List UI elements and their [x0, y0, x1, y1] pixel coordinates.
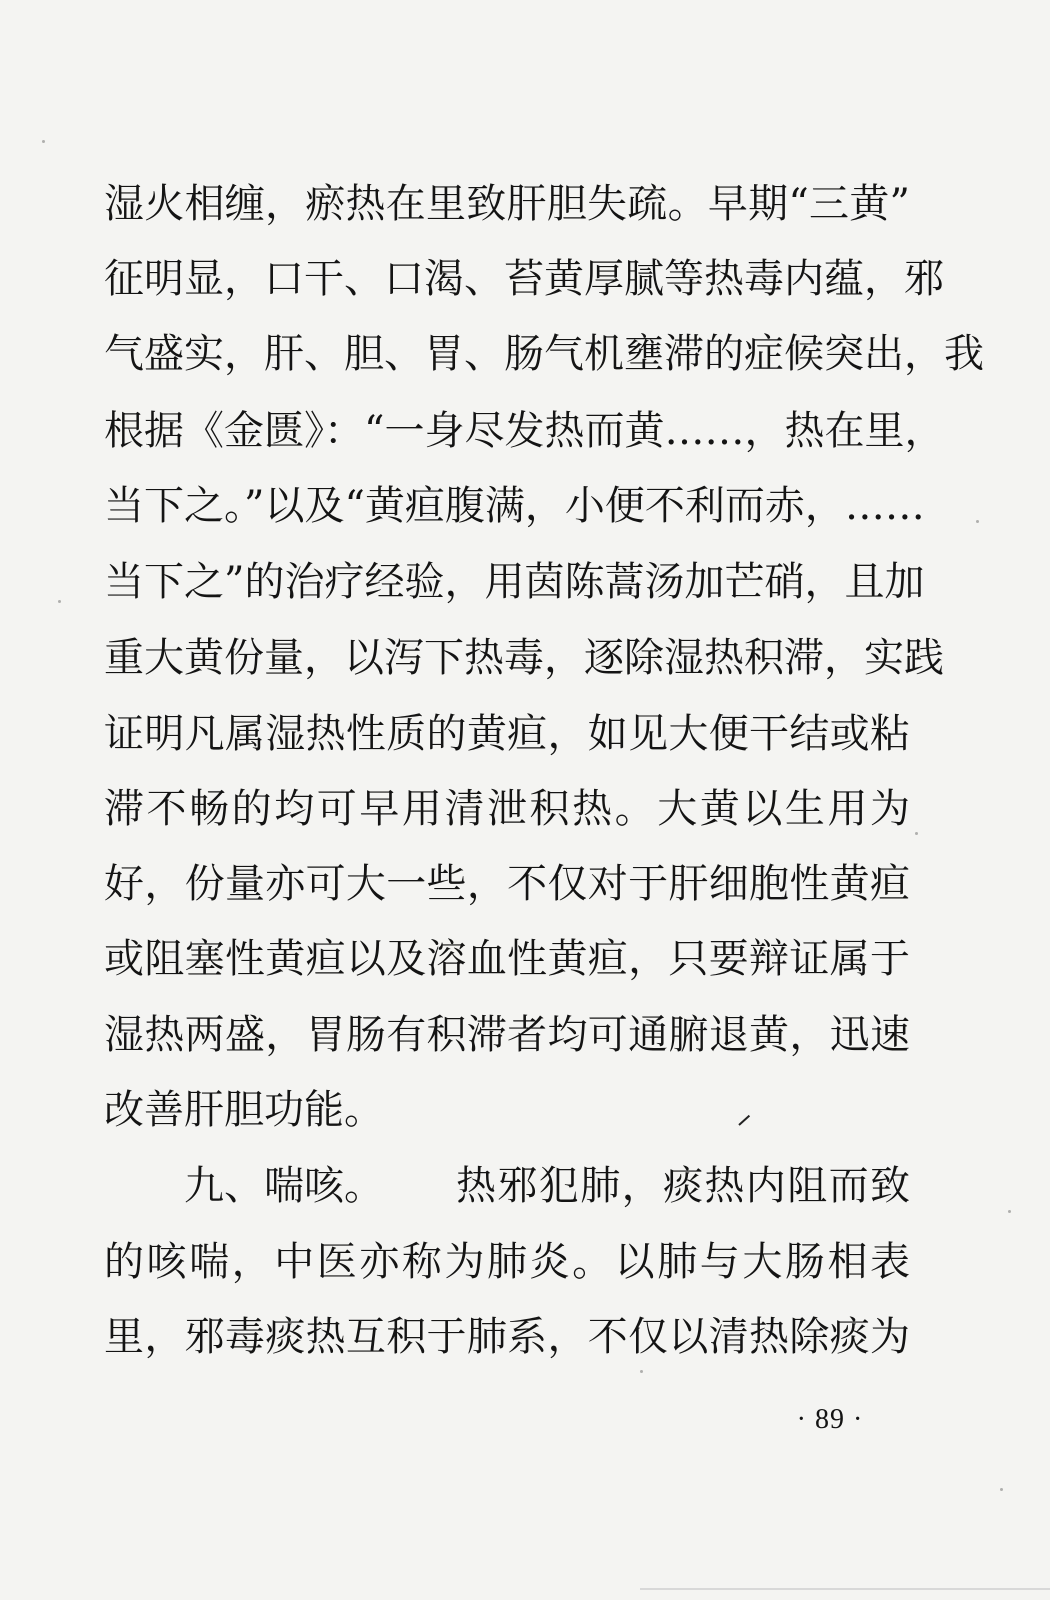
text-line: 当下之”的治疗经验，用茵陈蒿汤加芒硝，且加	[104, 559, 925, 605]
text-line: 改善肝胆功能。	[104, 1087, 384, 1133]
scan-speck	[640, 1370, 643, 1373]
text-line: 的咳喘，中医亦称为肺炎。以肺与大肠相表	[104, 1239, 910, 1285]
text-line: 征明显，口干、口渴、苔黄厚腻等热毒内蕴，邪	[104, 256, 944, 302]
text-line: 重大黄份量，以泻下热毒，逐除湿热积滞，实践	[104, 635, 944, 681]
scan-speck	[42, 140, 45, 143]
text-line: 或阻塞性黄疸以及溶血性黄疸，只要辩证属于	[104, 936, 910, 982]
text-line: 好，份量亦可大一些，不仅对于肝细胞性黄疸	[104, 861, 910, 907]
text-line: 证明凡属湿热性质的黄疸，如见大便干结或粘	[104, 711, 910, 757]
text-line: 里，邪毒痰热互积于肺系，不仅以清热除痰为	[104, 1314, 910, 1360]
text-line: 热邪犯肺，痰热内阻而致	[456, 1163, 910, 1209]
page-number: · 89 ·	[796, 1404, 864, 1435]
text-line: 气盛实，肝、胆、胃、肠气机壅滞的症候突出，我	[104, 331, 984, 377]
scan-speck	[1008, 1210, 1011, 1213]
scan-speck	[58, 600, 61, 603]
scan-speck	[915, 832, 918, 835]
scan-speck	[1000, 1488, 1003, 1491]
section-heading: 九、喘咳。	[184, 1163, 384, 1209]
text-line: 当下之。”以及“黄疸腹满，小便不利而赤，……	[104, 483, 925, 529]
scan-speck	[976, 520, 979, 523]
text-line: 湿火相缠，瘀热在里致肝胆失疏。早期“三黄”	[104, 181, 910, 227]
text-line: 滞不畅的均可早用清泄积热。大黄以生用为	[104, 786, 910, 832]
text-line: 根据《金匮》：“一身尽发热而黄……，热在里，	[104, 408, 945, 454]
text-line: 湿热两盛，胃肠有积滞者均可通腑退黄，迅速	[104, 1012, 910, 1058]
scan-edge-line	[640, 1588, 1050, 1590]
